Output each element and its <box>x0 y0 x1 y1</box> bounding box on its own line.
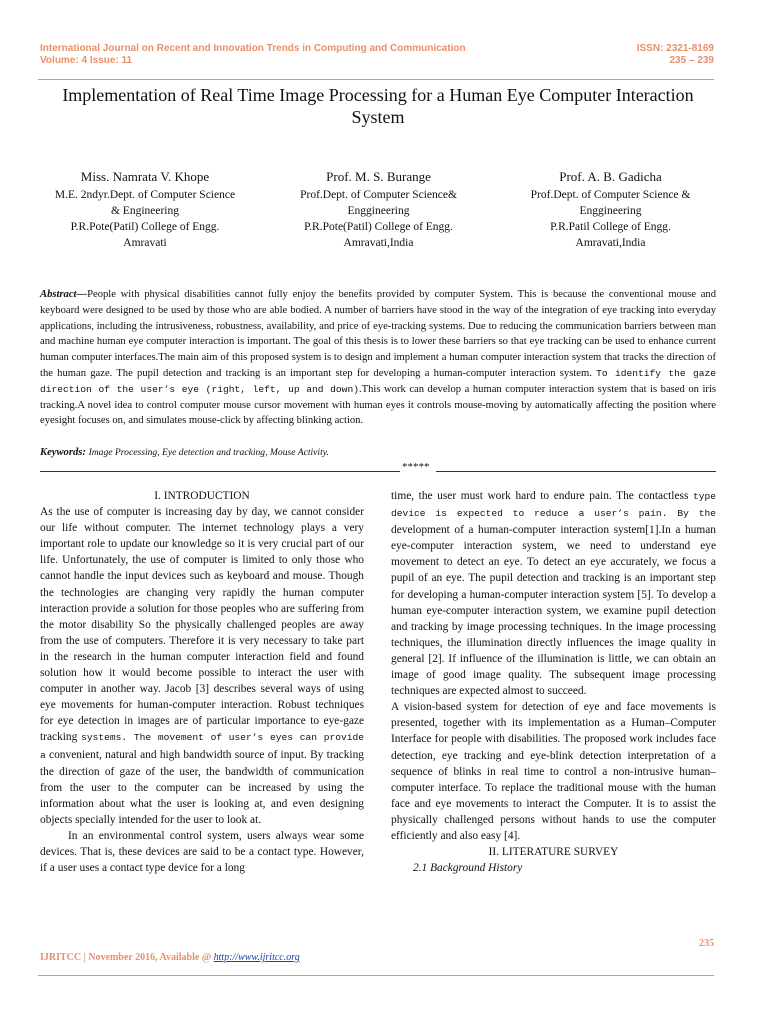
page-number: 235 <box>699 938 714 949</box>
subsection-heading: 2.1 Background History <box>413 862 523 875</box>
section-heading-literature-survey: II. LITERATURE SURVEY <box>488 846 619 859</box>
author-affiliation: Amravati,India <box>575 237 646 249</box>
section-separator <box>40 460 716 474</box>
author-affiliation: P.R.Pote(Patil) College of Engg. <box>304 221 453 233</box>
author-affiliation: Enggineering <box>347 205 410 217</box>
paragraph-text-mono: systems. The movement of user’s eyes can provide a <box>40 732 364 761</box>
abstract-text-cont: .This work can develop a human computer interaction system that is based on iris tracking.A novel idea to control computer mouse cursor movement with human eyes it controls mouse-moving by automatically affecting the position where eyesight focuses on, and simulates mouse-click by affecting blinking action. <box>40 383 717 427</box>
abstract-dash: — <box>76 289 88 300</box>
author-affiliation: Enggineering <box>579 205 642 217</box>
separator-line-left <box>40 471 400 472</box>
keywords-label: Keywords: <box>40 447 86 458</box>
journal-name: International Journal on Recent and Innovation Trends in Computing and Communication <box>40 43 466 54</box>
author-affiliation: Amravati <box>123 237 167 249</box>
paragraph <box>40 504 364 828</box>
page-range: 235 – 239 <box>669 55 714 66</box>
author-affiliation: M.E. 2ndyr.Dept. of Computer Science <box>54 189 236 201</box>
author-affiliation: Amravati,India <box>343 237 414 249</box>
author-affiliation: P.R.Pote(Patil) College of Engg. <box>70 221 220 233</box>
keywords <box>40 446 716 460</box>
abstract-text-mono: To identify the gaze direction of the user’s eye (right, left, up and down) <box>40 367 716 395</box>
paragraph: A vision-based system for detection of eye and face movements is presented, together with its implementation as a Human–Computer Interface for people with disabilities. The proposed work includes face detection, eye tracking and eye-blink detection interpretation of a sequence of blinks in real time to control a non-intrusive human–computer interface. To replace the traditional mouse with the human face and eye movements to interact the Computer. It is to assist the physically challenged persons without hands to use the computer efficiently and also easy [4]. <box>391 701 716 842</box>
author-affiliation: Prof.Dept. of Computer Science & <box>530 189 691 201</box>
author-name: Miss. Namrata V. Khope <box>80 169 210 184</box>
keywords-value: Image Processing, Eye detection and tracking, Mouse Activity. <box>88 447 329 458</box>
separator-line-right <box>436 471 716 472</box>
author-block-1 <box>40 167 250 251</box>
author-affiliation: P.R.Patil College of Engg. <box>550 221 671 233</box>
abstract <box>40 287 716 429</box>
right-column <box>391 488 716 876</box>
separator-stars: ***** <box>402 461 430 473</box>
paragraph-text-cont: convenient, natural and high bandwidth source of input. By tracking the direction of gaze of the user, the bandwidth of communication from the user to the computer can be increased by using the information about what the user is looking at, and even designing objects specially intended for the user to look at. <box>40 748 364 826</box>
left-column <box>40 488 364 876</box>
section-heading-introduction: I. INTRODUCTION <box>154 490 250 502</box>
volume-issue: Volume: 4 Issue: 11 <box>40 55 133 66</box>
footer-label: IJRITCC | November 2016, Available @ <box>40 952 214 963</box>
author-block-3 <box>508 167 713 251</box>
paragraph-text-cont: development of a human-computer interaction system[1].In a human eye-computer interaction system, we need to understand eye movement to detect an eye. To detect an eye accurately, we focus a pupil of an eye. The pupil detection and tracking is an important step for developing a human-computer interaction system [5]. To develop a human eye-computer interaction system, we examine pupil detection and tracking by image processing techniques. In the image processing techniques, the illumination directly influences the image quality in general [2]. If influence of the illumination is little, we can obtain an image of good image quality. The subsequent image processing techniques are expected almost to succeed. <box>391 524 716 698</box>
footer-divider <box>38 975 714 976</box>
paper-title: Implementation of Real Time Image Processing for a Human Eye Computer Interaction System <box>62 85 694 127</box>
author-affiliation: Prof.Dept. of Computer Science& <box>300 189 457 201</box>
author-affiliation: & Engineering <box>110 205 180 217</box>
abstract-text: People with physical disabilities cannot fully enjoy the benefits provided by computer System. This is because the conventional mouse and keyboard were designed to be used by those who are able bodied. A number of barriers have stood in the way of the integration of eye tracking into everyday applications, including the intrusiveness, robustness, availability, and price of eye-tracking systems. Due to reducing the communication barriers between man and machine human eye computer interaction is important. The goal of this thesis is to lower these barriers so that eye tracking can be used to enhance current human computer interfaces.The main aim of this proposed system is to design and implement a human computer interaction system that tracks the direction of the human gaze. The pupil detection and tracking is an important step for developing a human-computer interaction system. <box>40 289 716 379</box>
paragraph-text: As the use of computer is increasing day by day, we cannot consider our life without computer. The internet technology plays a very important role to update our knowledge so it is very crucial part of our life. Unfortunately, the use of computer is limited to only those who cannot handle the input devices such as keyboard and mouse. Though the technologies are changing very rapidly the human computer interaction provide a solution for those peoples who are suffering from the motor disability So the physically challenged peoples are away from the use of computers. Therefore it is very necessary to take part in the research in the human computer interaction field and found solution how it would become possible to interact the user with computer in another way. Jacob [3] describes several ways of using eye movements for human-computer interaction. Robust techniques for eye detection in images are of particular importance to eye-gaze tracking <box>40 506 364 744</box>
paragraph-text-mono: type device is expected to reduce a user’s pain. By the <box>391 491 716 520</box>
paragraph: In an environmental control system, users always wear some devices. That is, these devices are said to be a contact type. However, if a user uses a contact type device for a long <box>40 829 364 875</box>
author-name: Prof. A. B. Gadicha <box>559 169 662 184</box>
paragraph-text: time, the user must work hard to endure pain. The contactless <box>391 490 693 502</box>
journal-link[interactable]: http://www.ijritcc.org <box>213 952 300 963</box>
paragraph <box>391 488 716 699</box>
abstract-label: Abstract <box>40 289 77 300</box>
issn: ISSN: 2321-8169 <box>636 43 714 54</box>
author-name: Prof. M. S. Burange <box>326 169 431 184</box>
header-divider <box>38 79 714 80</box>
author-block-2 <box>276 167 481 251</box>
footer-text <box>40 952 300 963</box>
